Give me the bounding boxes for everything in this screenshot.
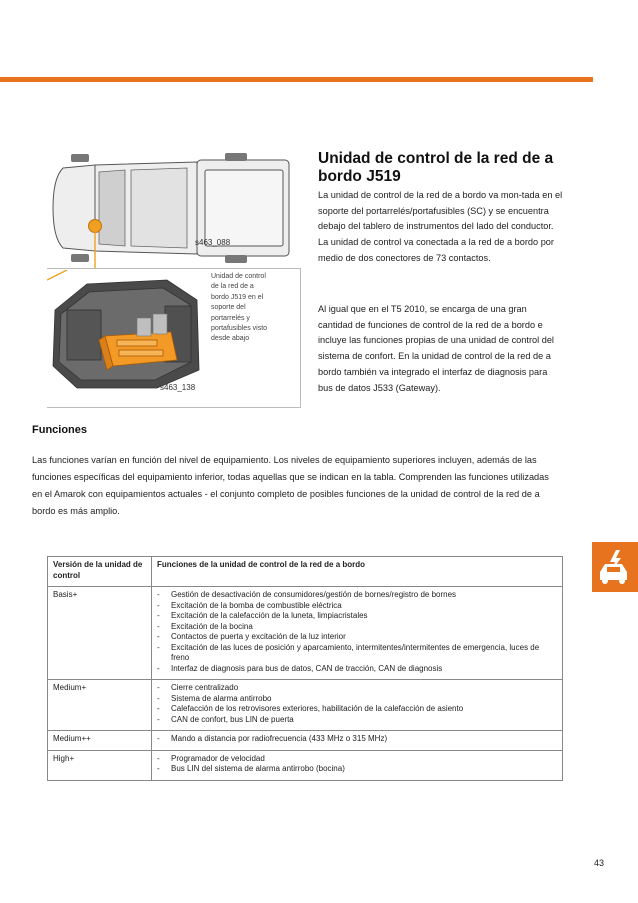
list-item: - Calefacción de los retrovisores exteriores, habilitación de la calefacción de asiento [157, 704, 464, 713]
chapter-tab [592, 542, 638, 592]
body-paragraph-1: La unidad de control de la red de a bordo va mon-tada en el soporte del portarrelés/portafusibles (SC) y se encuentra debajo del tablero de instrumentos del lado del conductor. La unidad de control va conectada a la red de a bordo por medio de dos conectores de 73 contactos. [318, 190, 563, 263]
version-cell: High+ [48, 750, 152, 780]
column-header-functions: Funciones de la unidad de control de la red de a bordo [152, 557, 563, 587]
figure-caption: Unidad de control de la red de a bordo J519 en el soporte del portarrelés y portafusibles visto desde abajo [211, 273, 268, 343]
electrical-warning-car-icon [592, 542, 638, 592]
control-unit-photo [47, 270, 207, 395]
table-header-row [48, 557, 563, 587]
section-title: Unidad de control de la red de a bordo J519 [318, 150, 554, 185]
version-cell: Medium+ [48, 680, 152, 731]
functions-table [47, 556, 563, 781]
list-item: - Sistema de alarma antirrobo [157, 693, 272, 703]
list-item: - CAN de confort, bus LIN de puerta [157, 714, 294, 724]
page-number: 43 [594, 858, 605, 868]
table-row [48, 587, 563, 680]
list-item: - Contactos de puerta y excitación de la luz interior [157, 632, 346, 641]
list-item: - Programador de velocidad [157, 753, 265, 763]
list-item: - Excitación de la bocina [157, 621, 253, 631]
table-row [48, 680, 563, 731]
functions-heading: Funciones [32, 424, 88, 436]
version-cell: Medium++ [48, 731, 152, 751]
list-item: - Excitación de las luces de posición y aparcamiento, intermitentes/intermitentes de emergencia, luces de freno [157, 642, 540, 662]
list-item: - Mando a distancia por radiofrecuencia (433 MHz o 315 MHz) [157, 734, 388, 743]
list-item: - Cierre centralizado [157, 683, 239, 692]
functions-cell [152, 680, 563, 731]
functions-cell [152, 750, 563, 780]
functions-cell [152, 587, 563, 680]
list-item: - Bus LIN del sistema de alarma antirrobo (bocina) [157, 764, 345, 773]
header-accent-bar [0, 77, 593, 82]
table-row [48, 750, 563, 780]
table-row [48, 731, 563, 751]
truck-top-view-illustration [47, 148, 297, 268]
list-item: - Gestión de desactivación de consumidores/gestión de bornes/registro de bornes [157, 590, 457, 599]
figure-label-top: s463_088 [195, 238, 231, 247]
list-item: - Excitación de la bomba de combustible eléctrica [157, 600, 342, 610]
functions-intro: Las funciones varían en función del nivel de equipamiento. Los niveles de equipamiento superiores incluyen, además de las funciones específicas del equipamiento inferior, todas aquellas que se indican en la tabla. Comprenden las funciones utilizadas en el Amarok con equipamientos actuales - el conjunto completo de posibles funciones de la unidad de control de la red de a bordo es más amplio. [32, 455, 549, 516]
column-header-version: Versión de la unidad de control [48, 557, 152, 587]
list-item: - Excitación de la calefacción de la luneta, limpiacristales [157, 611, 368, 620]
figure-label-bottom: s463_138 [160, 383, 196, 392]
list-item: - Interfaz de diagnosis para bus de datos, CAN de tracción, CAN de diagnosis [157, 663, 443, 673]
functions-cell [152, 731, 563, 751]
body-paragraph-2: Al igual que en el T5 2010, se encarga de una gran cantidad de funciones de control de la red de a bordo e incluye las funciones propias de una unidad de control del sistema de confort. En la unidad de control de la red de a bordo también va integrado el interfaz de diagnosis para bus de datos J533 (Gateway). [318, 304, 554, 393]
version-cell: Basis+ [48, 587, 152, 680]
